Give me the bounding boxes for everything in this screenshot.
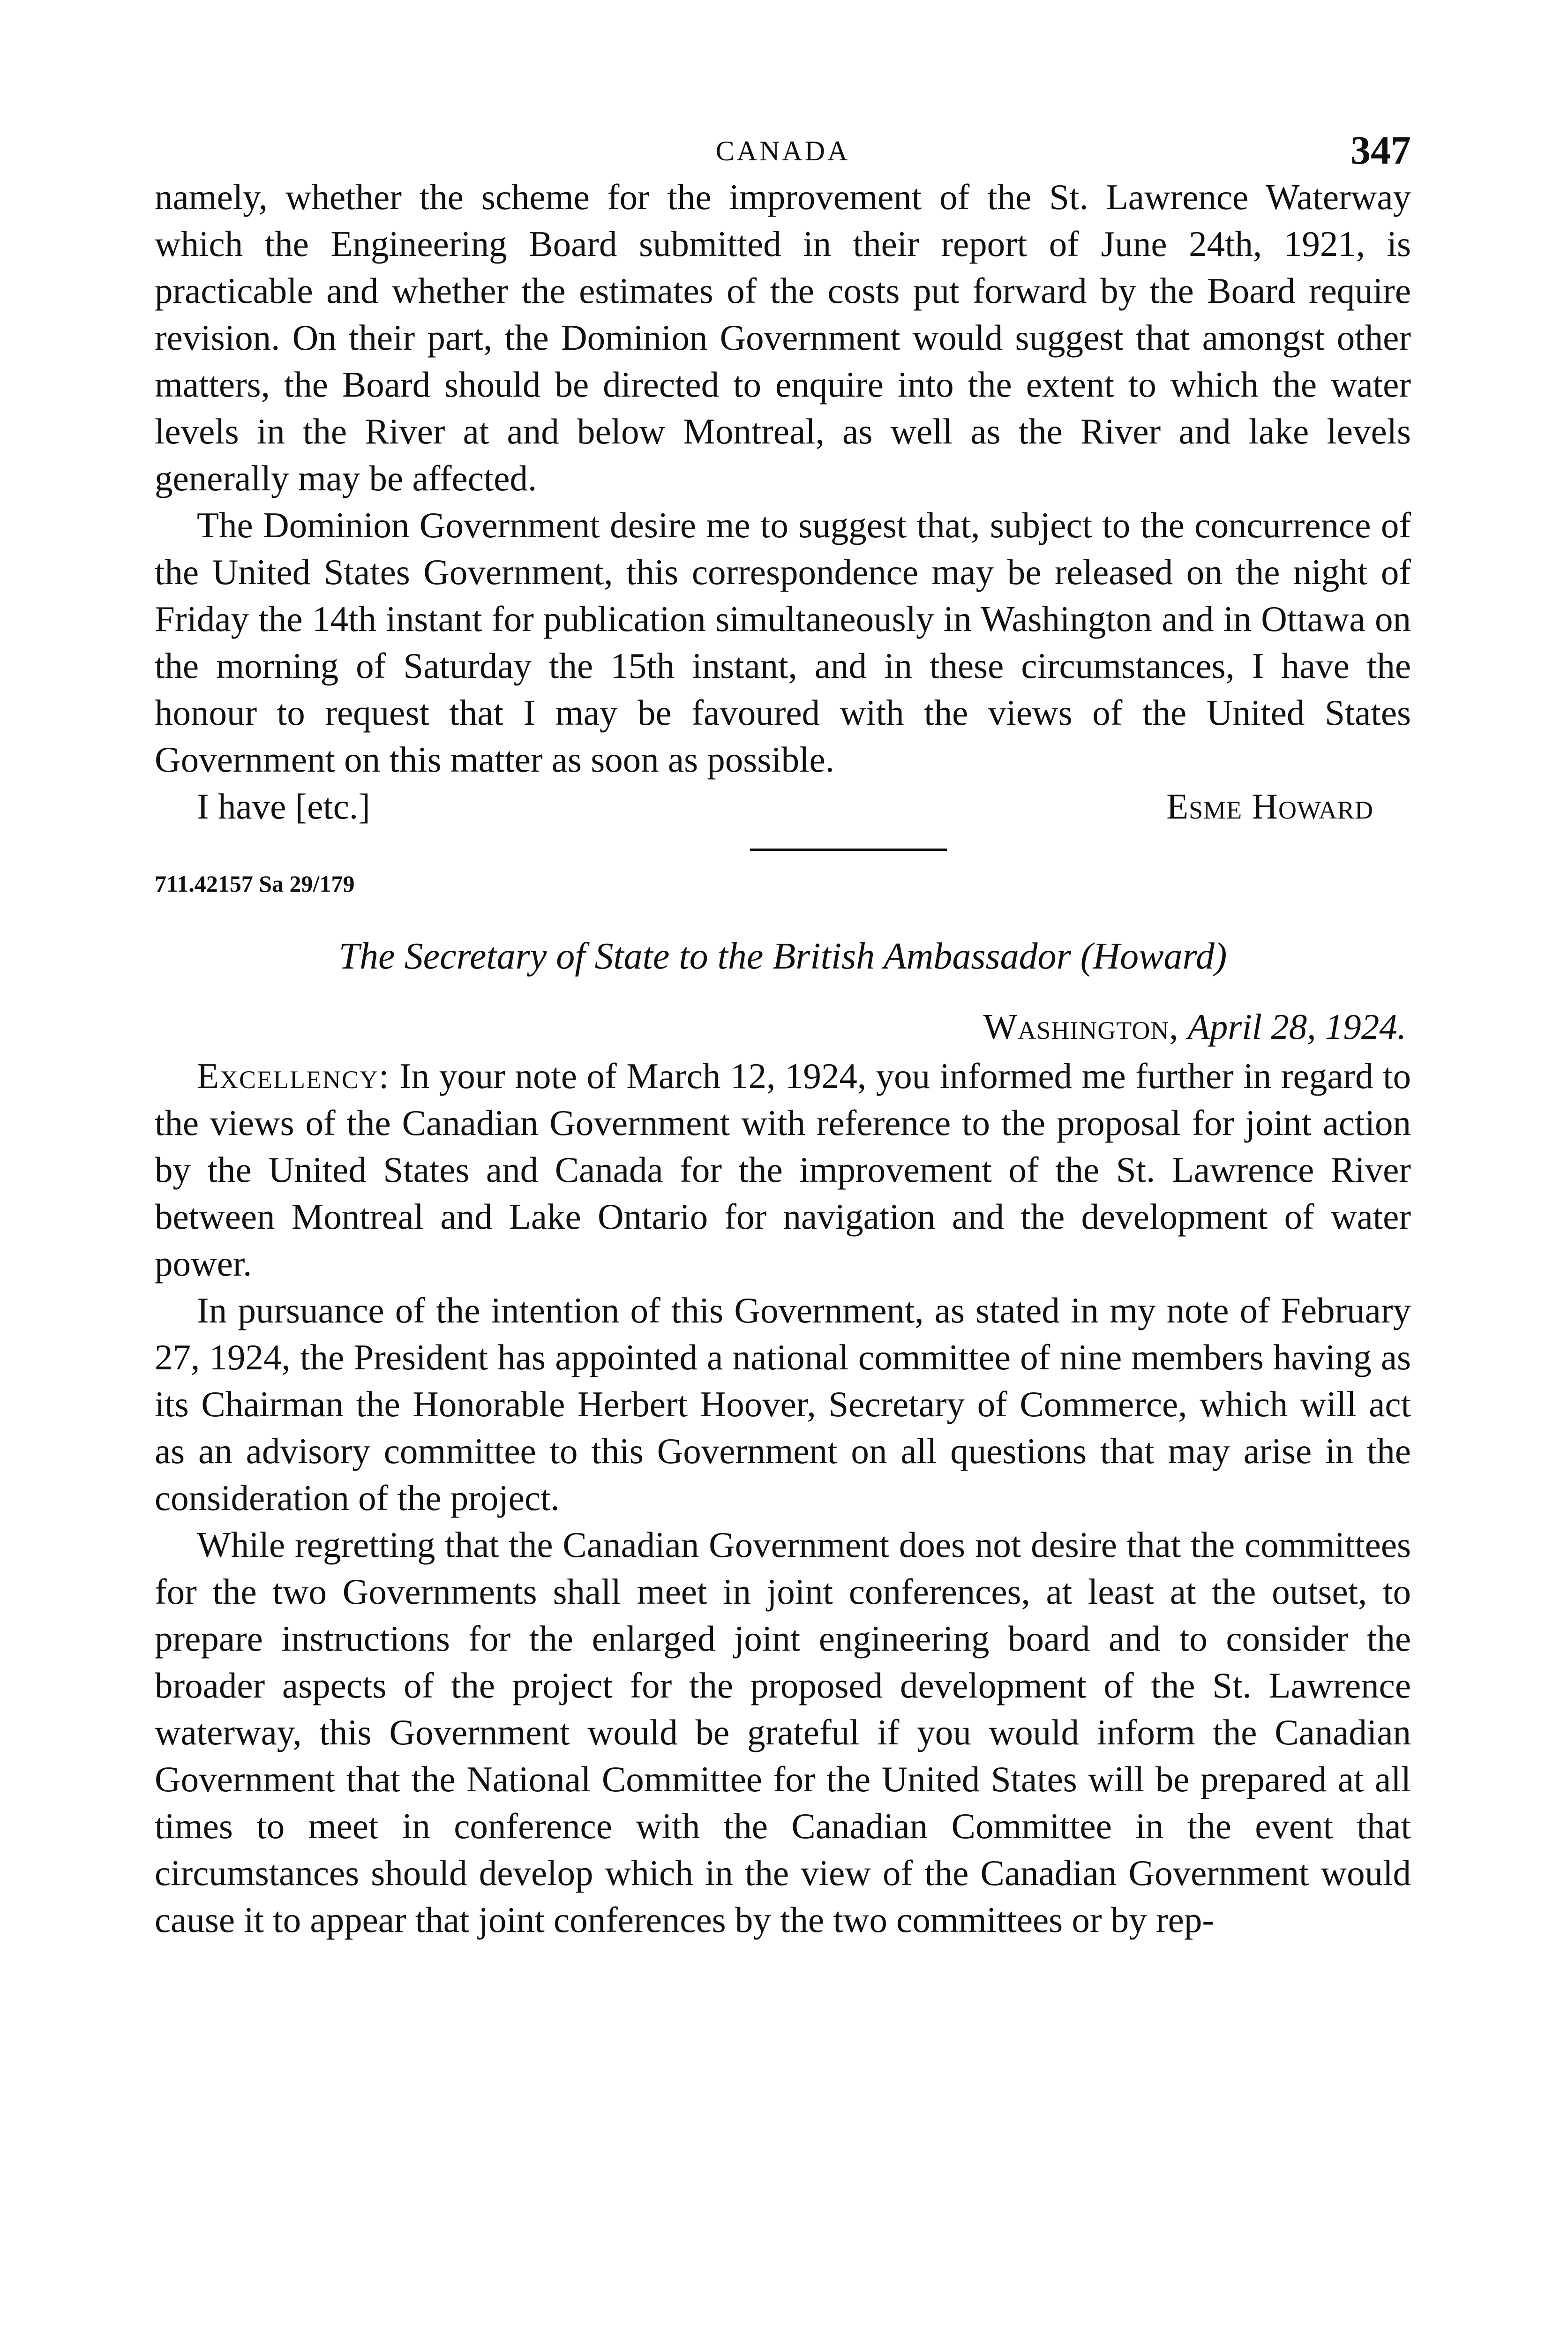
document-page — [155, 127, 1411, 1943]
release-paragraph: The Dominion Government desire me to suggest that, subject to the concurrence of the United States Government, this correspondence may be released on the night of Friday the 14th instant for publication simultaneously in Washington and in Ottawa on the morning of Saturday the 15th instant, and in these circumstances, I have the honour to request that I may be favoured with the views of the United States Government on this matter as soon as possible. — [155, 505, 1411, 780]
dateline-date: April 28, 1924. — [1187, 1007, 1406, 1047]
dateline — [155, 1001, 1411, 1052]
letter-closing — [155, 783, 1411, 830]
body-paragraph-1-text: In your note of March 12, 1924, you informed me further in regard to the views of the Canadian Government with reference to the proposal for joint action by the United States and Canada for the improvement of the St. Lawrence River between Montreal and Lake Ontario for navigation and the development of water power. — [155, 1056, 1411, 1284]
running-header — [155, 127, 1411, 173]
running-title: CANADA — [715, 135, 850, 166]
salutation: Excellency: — [197, 1056, 390, 1096]
file-reference: 711.42157 Sa 29/179 — [155, 871, 355, 897]
continuation-paragraph: namely, whether the scheme for the improvement of the St. Lawrence Waterway which the Engineering Board submitted in their report of June 24th, 1921, is practicable and whether the estimates of the costs put forward by the Board require revision. On their part, the Dominion Government would suggest that amongst other matters, the Board should be directed to enquire into the extent to which the water levels in the River at and below Montreal, as well as the River and lake levels generally may be affected. — [155, 177, 1411, 498]
complimentary-close: I have [etc.] — [197, 786, 370, 826]
body-paragraph-1 — [155, 1052, 1411, 1287]
dateline-place: Washington, — [983, 1007, 1179, 1047]
body-paragraph-3: While regretting that the Canadian Government does not desire that the committees for the two Governments shall meet in joint conferences, at least at the outset, to prepare instructions for the enlarged joint engineering board and to consider the broader aspects of the project for the proposed development of the St. Lawrence waterway, this Government would be grateful if you would inform the Canadian Government that the National Committee for the United States will be prepared at all times to meet in conference with the Canadian Committee in the event that circumstances should develop which in the view of the Canadian Government would cause it to appear that joint conferences by the two committees or by rep- — [155, 1525, 1411, 1940]
document-heading: The Secretary of State to the British Ambassador (Howard) — [338, 936, 1227, 977]
body-paragraph-2: In pursuance of the intention of this Government, as stated in my note of February 27, 1924, the President has appointed a national committee of nine members having as its Chairman the Honorable Herbert Hoover, Secretary of Commerce, which will act as an advisory committee to this Government on all questions that may arise in the consideration of the project. — [155, 1290, 1411, 1518]
signature: Esme Howard — [1166, 786, 1373, 826]
section-divider — [750, 849, 947, 851]
page-number: 347 — [1350, 128, 1411, 173]
